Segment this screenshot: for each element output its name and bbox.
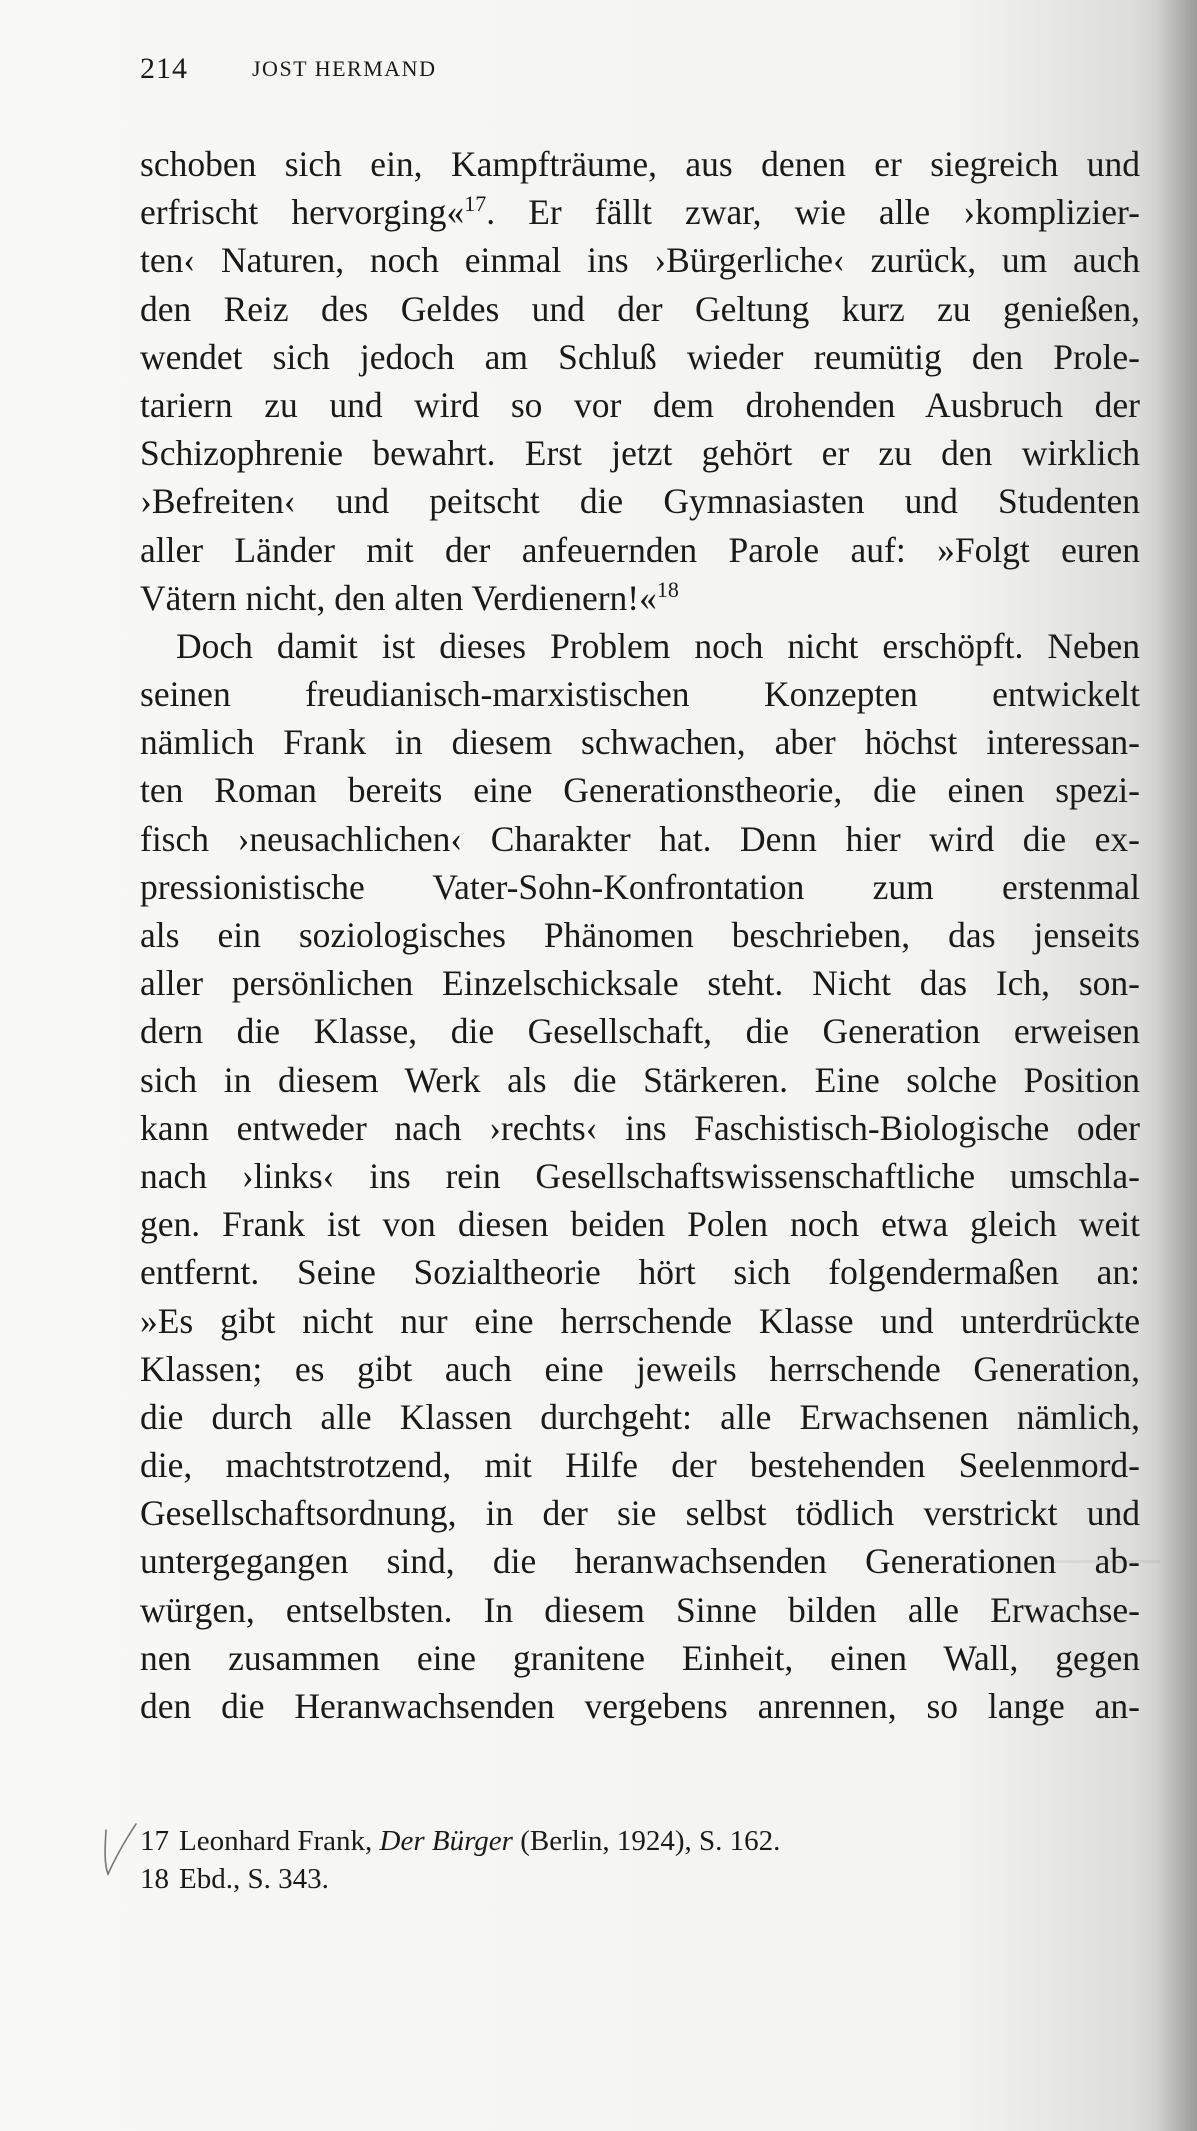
text-line: fisch ›neusachlichen‹ Charakter hat. Denn hier wird die ex-: [140, 818, 1140, 859]
text-line: ten‹ Naturen, noch einmal ins ›Bürgerliche‹ zurück, um auch: [140, 240, 1140, 281]
text-line: tariern zu und wird so vor dem drohenden Ausbruch der: [140, 384, 1140, 425]
text-line: die durch alle Klassen durchgeht: alle Erwachsenen nämlich,: [140, 1396, 1140, 1437]
book-title: Der Bürger: [379, 1825, 513, 1857]
footnote-ref: 17: [464, 191, 487, 217]
footnote-number: 18: [140, 1863, 169, 1895]
text-line: Vätern nicht, den alten Verdienern!«$^{18}$: [140, 576, 679, 618]
footnotes: [140, 1822, 1140, 1898]
text-line: aller Länder mit der anfeuernden Parole auf: »Folgt euren: [140, 529, 1140, 570]
text-line: nen zusammen eine granitene Einheit, einen Wall, gegen: [140, 1637, 1140, 1678]
text-line: entfernt. Seine Sozialtheorie hört sich folgendermaßen an:: [140, 1252, 1140, 1293]
text-line: untergegangen sind, die heranwachsenden Generationen ab-: [140, 1541, 1140, 1582]
text-line: sich in diesem Werk als die Stärkeren. Eine solche Position: [140, 1059, 1140, 1100]
spine-shadow: [1157, 0, 1197, 2131]
footnote-18: 18 Ebd., S. 343.: [140, 1863, 329, 1895]
text-line: nämlich Frank in diesem schwachen, aber höchst interessan-: [140, 722, 1140, 763]
text-line: aller persönlichen Einzelschicksale steht. Nicht das Ich, son-: [140, 963, 1140, 1004]
text-line: Klassen; es gibt auch eine jeweils herrschende Generation,: [140, 1348, 1140, 1389]
text-line: ten Roman bereits eine Generationstheorie, die einen spezi-: [140, 770, 1140, 811]
text-line: wendet sich jedoch am Schluß wieder reumütig den Prole-: [140, 336, 1140, 377]
text-line: gen. Frank ist von diesen beiden Polen noch etwa gleich weit: [140, 1204, 1140, 1245]
text-line: »Es gibt nicht nur eine herrschende Klasse und unterdrückte: [140, 1300, 1140, 1341]
text-line: den Reiz des Geldes und der Geltung kurz zu genießen,: [140, 288, 1140, 329]
text-line: nach ›links‹ ins rein Gesellschaftswissenschaftliche umschla-: [140, 1155, 1140, 1196]
paragraph-start-line: Doch damit ist dieses Problem noch nicht erschöpft. Neben: [176, 625, 1140, 666]
text-line: dern die Klasse, die Gesellschaft, die Generation erweisen: [140, 1011, 1140, 1052]
running-head: JOST HERMAND: [252, 56, 437, 81]
text-line: seinen freudianisch-marxistischen Konzepten entwickelt: [140, 674, 1140, 715]
page-header: [140, 52, 1140, 92]
text-line: die, machtstrotzend, mit Hilfe der bestehenden Seelenmord-: [140, 1445, 1140, 1486]
footnote-ref: 18: [656, 576, 679, 602]
text-line: pressionistische Vater-Sohn-Konfrontation zum erstenmal: [140, 866, 1140, 907]
pencil-checkmark-icon: [100, 1822, 140, 1882]
footnote-17: 17 Leonhard Frank, Der Bürger (Berlin, 1924), S. 162.: [140, 1825, 781, 1857]
page-number: 214: [140, 52, 188, 85]
text-line: schoben sich ein, Kampfträume, aus denen er siegreich und: [140, 144, 1140, 184]
body-text: [140, 140, 1140, 1730]
text-line: würgen, entselbsten. In diesem Sinne bilden alle Erwachse-: [140, 1589, 1140, 1630]
text-line: ›Befreiten‹ und peitscht die Gymnasiasten und Studenten: [140, 481, 1140, 522]
text-line: kann entweder nach ›rechts‹ ins Faschistisch-Biologische oder: [140, 1107, 1140, 1148]
text-line: Gesellschaftsordnung, in der sie selbst tödlich verstrickt und: [140, 1493, 1140, 1534]
footnote-number: 17: [140, 1825, 169, 1857]
text-line: erfrischt hervorging«$^{17}$. Er fällt zwar, wie alle ›komplizier-: [140, 191, 1140, 233]
text-line: Schizophrenie bewahrt. Erst jetzt gehört er zu den wirklich: [140, 433, 1140, 474]
text-line: den die Heranwachsenden vergebens anrennen, so lange an-: [140, 1686, 1140, 1726]
text-line: als ein soziologisches Phänomen beschrieben, das jenseits: [140, 915, 1140, 955]
